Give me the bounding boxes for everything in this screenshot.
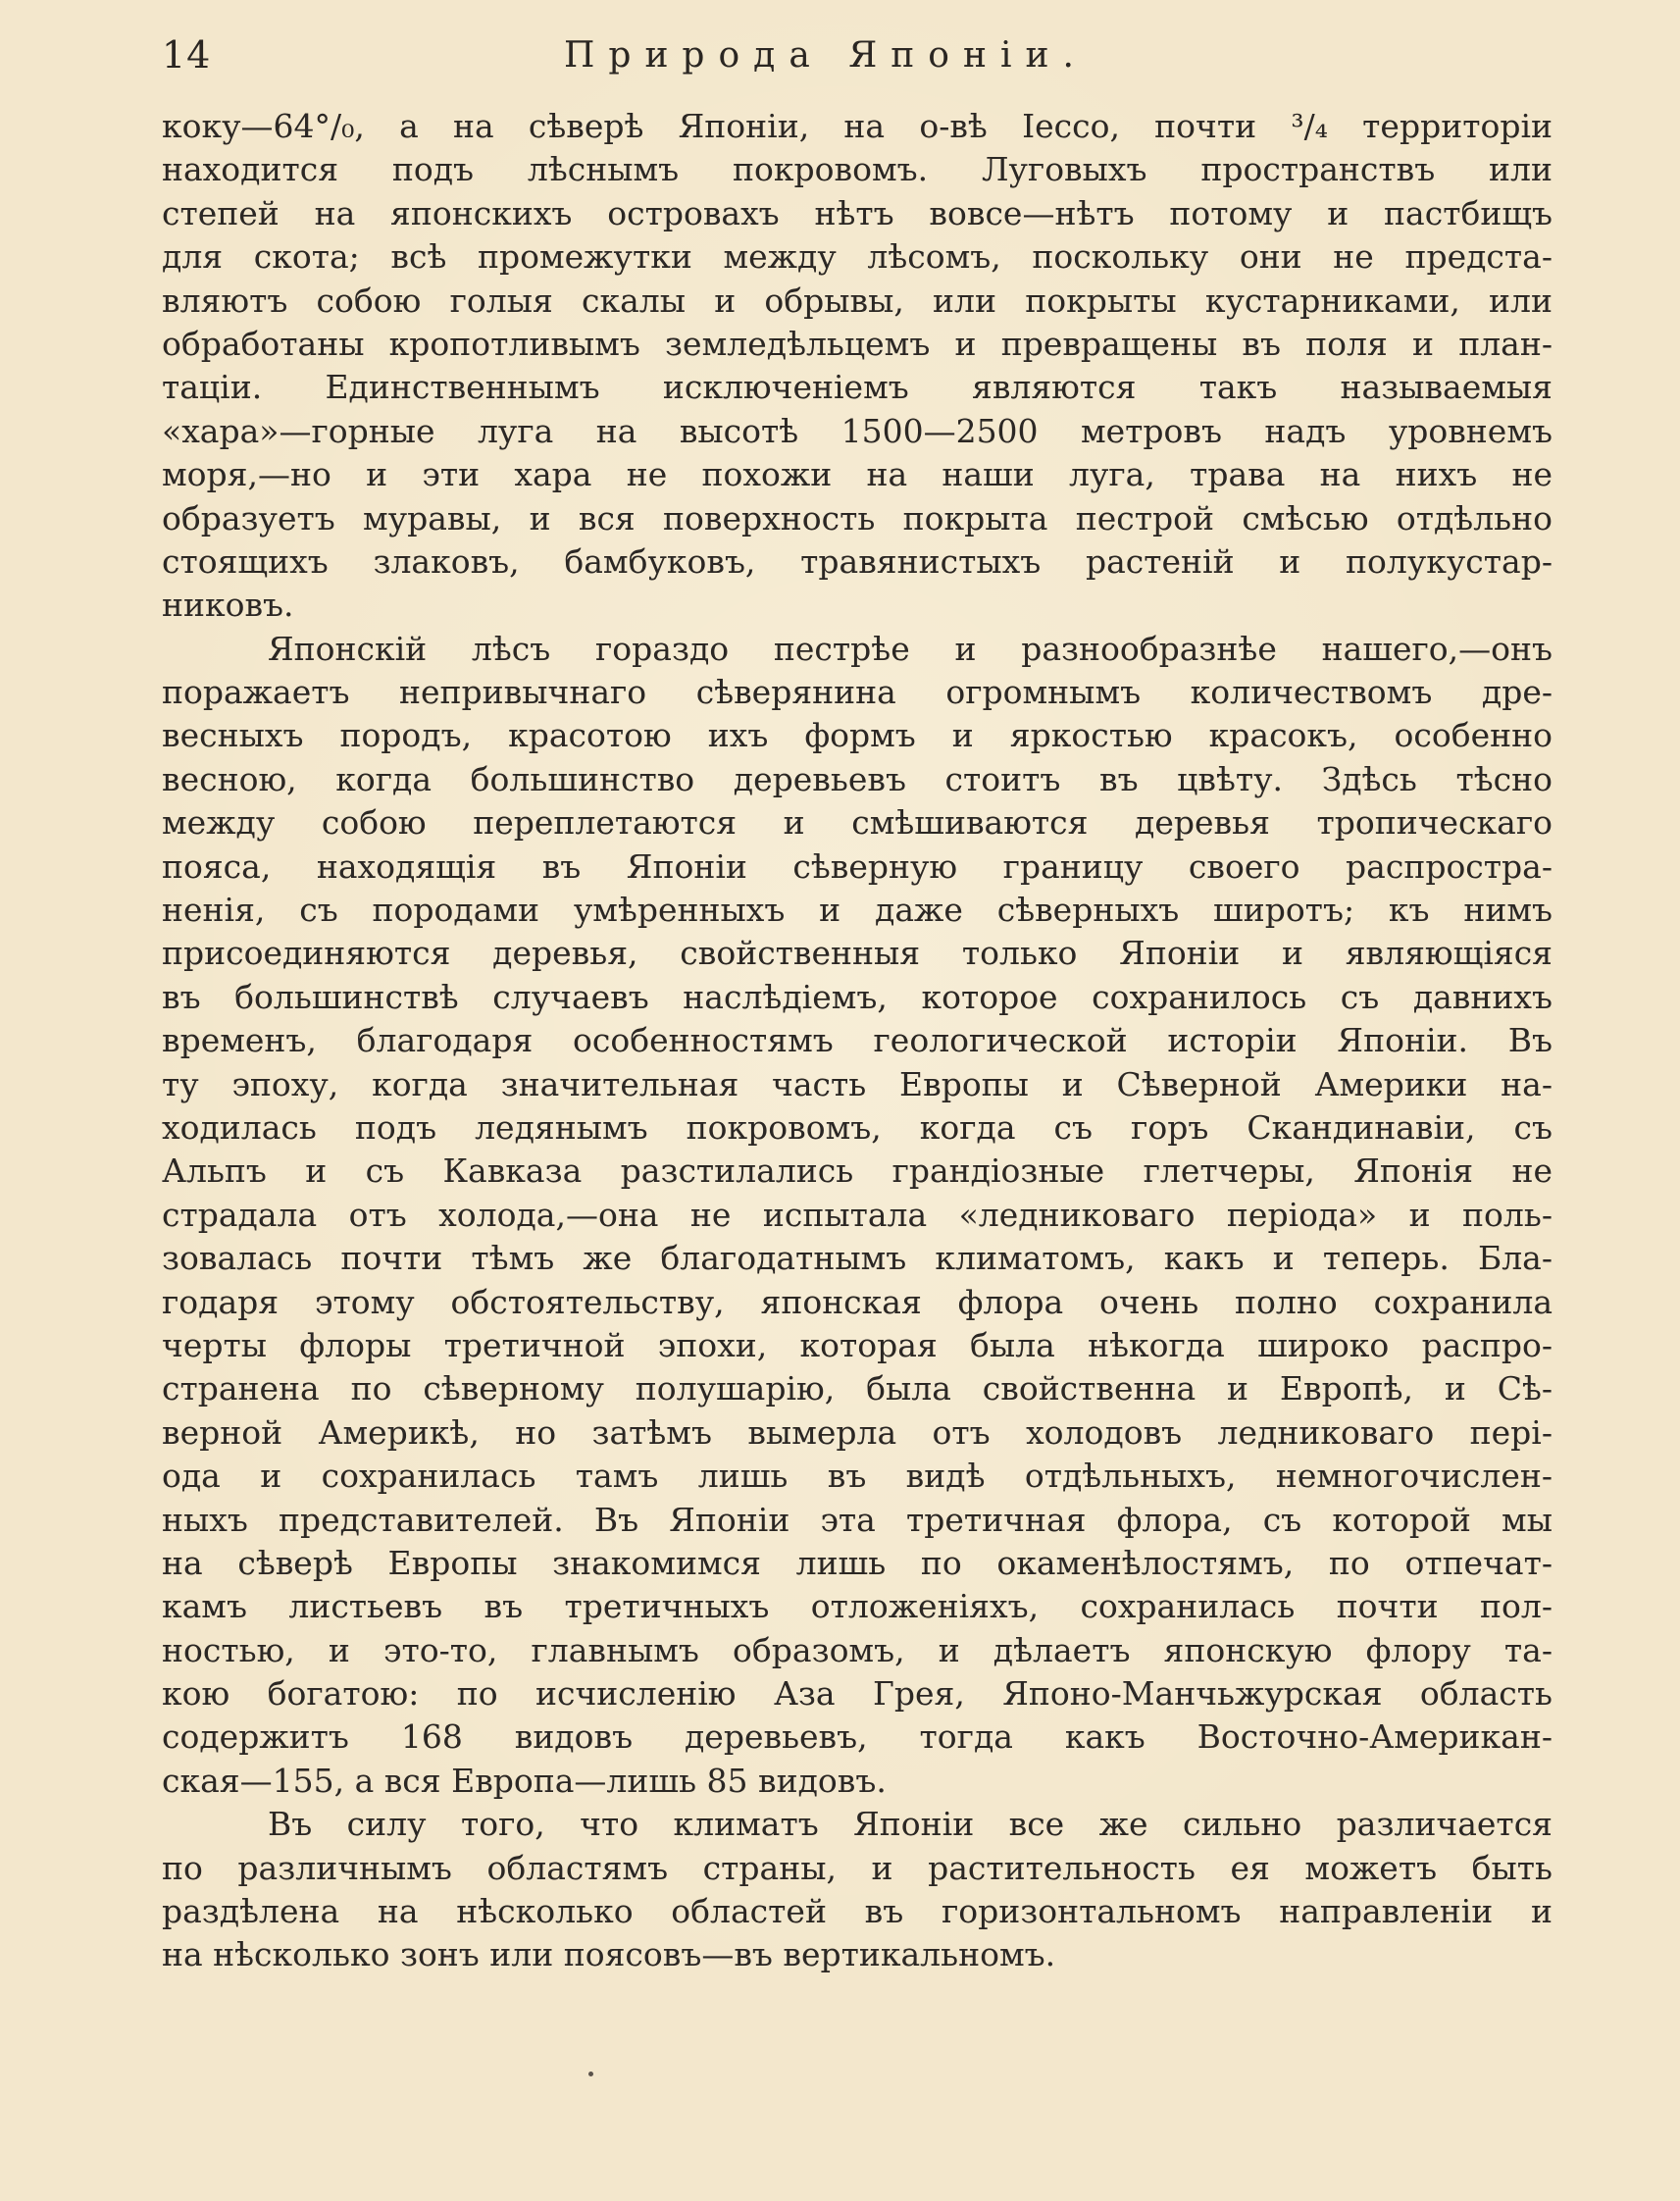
text-line: весною, когда большинство деревьевъ стоитъ въ цвѣту. Здѣсь тѣсно: [162, 759, 1553, 798]
text-line: весныхъ породъ, красотою ихъ формъ и яркостью красокъ, особенно: [162, 716, 1553, 755]
body-text: [162, 105, 1553, 1977]
text-line: коку—64°/₀, а на сѣверѣ Японіи, на о-вѣ Іессо, почти ³/₄ территоріи: [162, 107, 1553, 145]
text-line: зовалась почти тѣмъ же благодатнымъ климатомъ, какъ и теперь. Бла-: [162, 1239, 1553, 1278]
text-line: странена по сѣверному полушарію, была свойственна и Европѣ, и Сѣ-: [162, 1369, 1553, 1408]
text-line: временъ, благодаря особенностямъ геологической исторіи Японіи. Въ: [162, 1021, 1553, 1060]
text-line: образуетъ муравы, и вся поверхность покрыта пестрой смѣсью отдѣльно: [162, 498, 1553, 537]
text-line: страдала отъ холода,—она не испытала «ледниковаго періода» и поль-: [162, 1195, 1553, 1234]
text-line: верной Америкѣ, но затѣмъ вымерла отъ холодовъ ледниковаго пері-: [162, 1412, 1553, 1452]
text-line: по различнымъ областямъ страны, и растительность ея можетъ быть: [162, 1848, 1553, 1887]
text-line: въ большинствѣ случаевъ наслѣдіемъ, которое сохранилось съ давнихъ: [162, 977, 1553, 1016]
text-line: стоящихъ злаковъ, бамбуковъ, травянистыхъ растеній и полукустар-: [162, 541, 1553, 581]
text-line: обработаны кропотливымъ земледѣльцемъ и превращены въ поля и план-: [162, 324, 1553, 363]
paragraph-end-line: никовъ.: [162, 586, 294, 625]
text-line: моря,—но и эти хара не похожи на наши луга, трава на нихъ не: [162, 455, 1553, 494]
text-line: между собою переплетаются и смѣшиваются деревья тропическаго: [162, 803, 1553, 843]
text-line: для скота; всѣ промежутки между лѣсомъ, поскольку они не предста-: [162, 237, 1553, 277]
text-line: «хара»—горные луга на высотѣ 1500—2500 метровъ надъ уровнемъ: [162, 411, 1553, 450]
running-title: Природа Японіи.: [564, 35, 1088, 76]
text-line: таціи. Единственнымъ исключеніемъ являются такъ называемыя: [162, 368, 1553, 407]
page-number: 14: [162, 33, 212, 77]
page-header: [162, 29, 1554, 78]
paragraph-first-line: Японскій лѣсъ гораздо пестрѣе и разнообразнѣе нашего,—онъ: [268, 629, 1553, 668]
text-line: степей на японскихъ островахъ нѣтъ вовсе—нѣтъ потому и пастбищъ: [162, 193, 1553, 232]
paragraph-first-line: Въ силу того, что климатъ Японіи все же сильно различается: [268, 1805, 1553, 1844]
text-line: черты флоры третичной эпохи, которая была нѣкогда широко распро-: [162, 1325, 1553, 1364]
paragraph-end-line: на нѣсколько зонъ или поясовъ—въ вертикальномъ.: [162, 1935, 1056, 1974]
text-line: пояса, находящія въ Японіи сѣверную границу своего распростра-: [162, 846, 1553, 886]
text-line: ходилась подъ ледянымъ покровомъ, когда съ горъ Скандинавіи, съ: [162, 1107, 1553, 1147]
text-line: вляютъ собою голыя скалы и обрывы, или покрыты кустарниками, или: [162, 281, 1553, 320]
text-line: кою богатою: по исчисленію Аза Грея, Японо-Манчьжурская область: [162, 1674, 1553, 1714]
text-line: присоединяются деревья, свойственныя только Японіи и являющіяся: [162, 934, 1553, 973]
text-line: находится подъ лѣснымъ покровомъ. Луговыхъ пространствъ или: [162, 150, 1553, 189]
text-line: ненія, съ породами умѣренныхъ и даже сѣверныхъ широтъ; къ нимъ: [162, 891, 1553, 930]
paragraph-end-line: ская—155, а вся Европа—лишь 85 видовъ.: [162, 1761, 887, 1800]
text-line: Альпъ и съ Кавказа разстилались грандіозные глетчеры, Японія не: [162, 1152, 1553, 1191]
text-line: ныхъ представителей. Въ Японіи эта третичная флора, съ которой мы: [162, 1500, 1553, 1539]
text-line: на сѣверѣ Европы знакомимся лишь по окаменѣлостямъ, по отпечат-: [162, 1543, 1553, 1582]
paper-speck: [588, 2072, 593, 2076]
text-line: ностью, и это-то, главнымъ образомъ, и дѣлаетъ японскую флору та-: [162, 1630, 1553, 1669]
text-line: ту эпоху, когда значительная часть Европы и Сѣверной Америки на-: [162, 1064, 1553, 1103]
text-line: поражаетъ непривычнаго сѣверянина огромнымъ количествомъ дре-: [162, 673, 1553, 712]
text-line: камъ листьевъ въ третичныхъ отложеніяхъ, сохранилась почти пол-: [162, 1587, 1553, 1626]
text-line: годаря этому обстоятельству, японская флора очень полно сохранила: [162, 1282, 1553, 1321]
text-line: ода и сохранилась тамъ лишь въ видѣ отдѣльныхъ, немногочислен-: [162, 1457, 1553, 1496]
text-line: раздѣлена на нѣсколько областей въ горизонтальномъ направленіи и: [162, 1892, 1553, 1931]
text-line: содержитъ 168 видовъ деревьевъ, тогда какъ Восточно-Американ-: [162, 1717, 1553, 1757]
